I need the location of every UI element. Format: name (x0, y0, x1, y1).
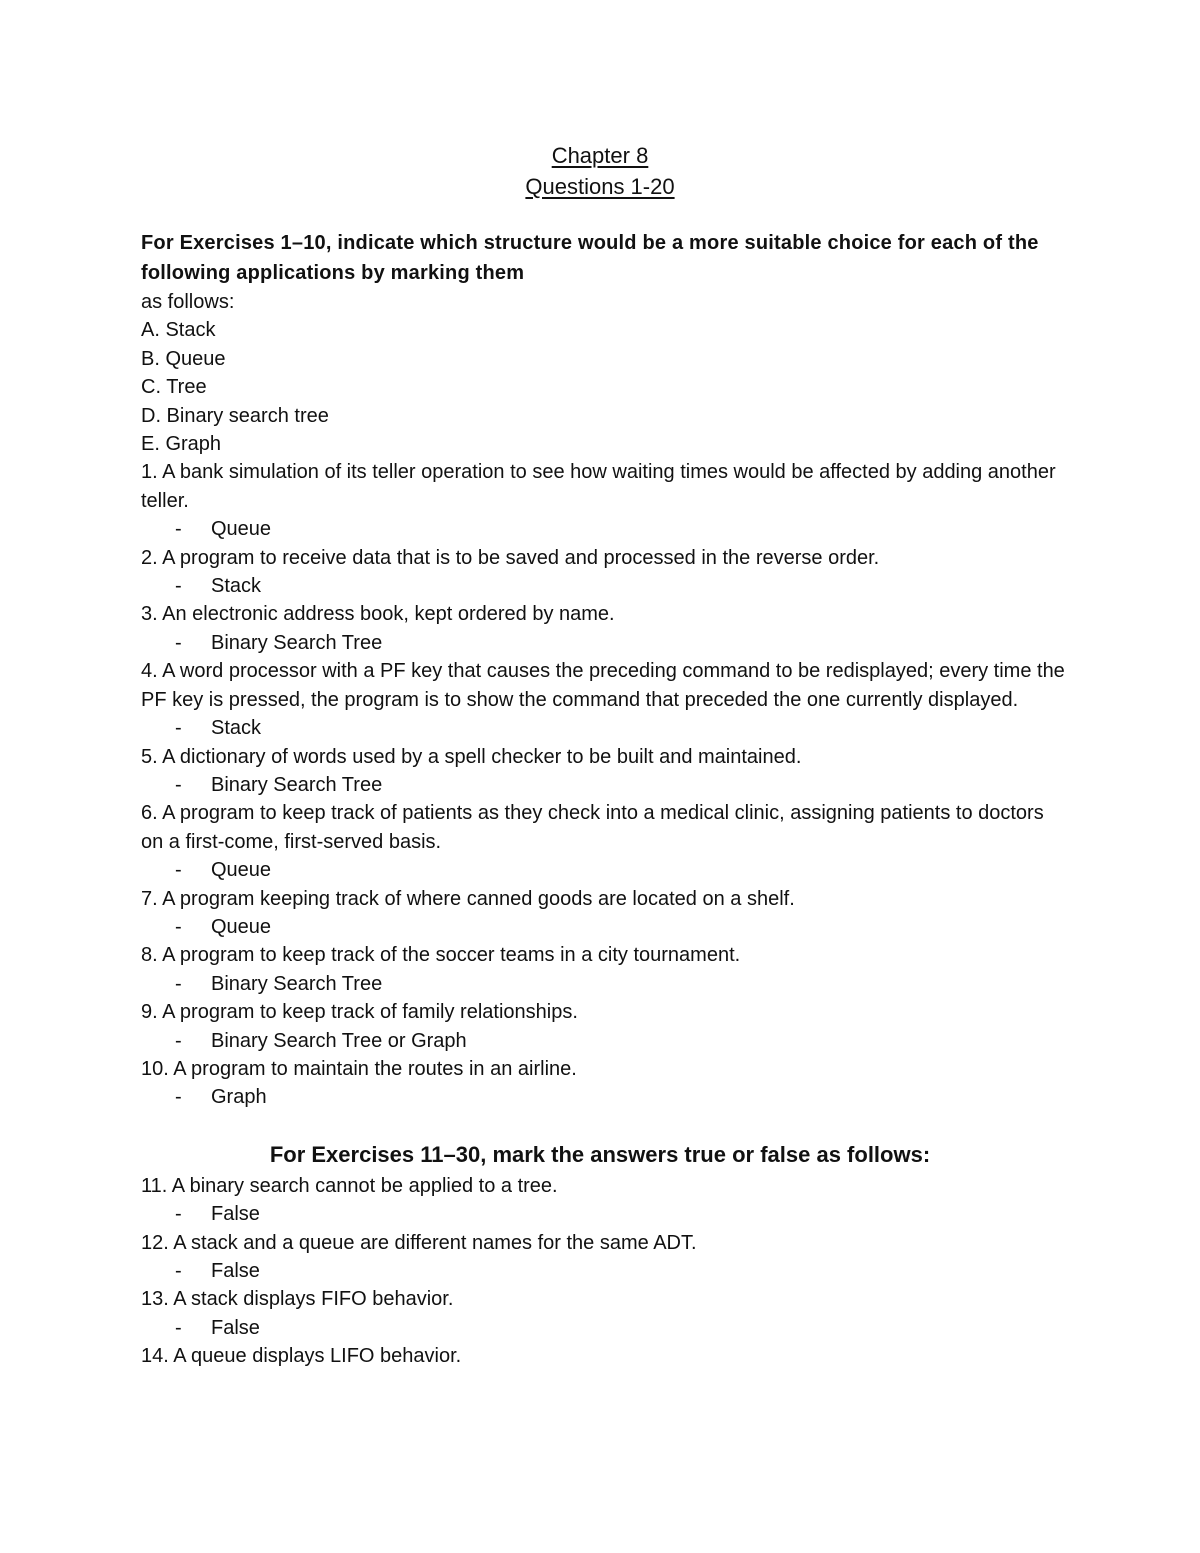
answer-dash: - (175, 1203, 182, 1226)
answer-text: Stack (211, 717, 262, 740)
answer-text: Graph (211, 1086, 267, 1109)
answer-text: Binary Search Tree (211, 773, 383, 796)
section1-intro: For Exercises 1–10, indicate which structure would be a more suitable choice for each of the following applications by marking them (141, 232, 1039, 284)
question-item: 5. A dictionary of words used by a spell checker to be built and maintained. (141, 745, 802, 768)
question-item: 9. A program to keep track of family relationships. (141, 1001, 578, 1024)
question-item: 4. A word processor with a PF key that causes the preceding command to be redisplayed; every time the PF key is pressed, the program is to show the command that preceded the one currently displayed. (141, 660, 1071, 711)
answer-text: Binary Search Tree or Graph (211, 1029, 467, 1052)
answer-item (141, 1200, 1071, 1228)
question-item: 3. An electronic address book, kept ordered by name. (141, 603, 615, 626)
title-block (0, 140, 1200, 202)
answer-item (141, 1257, 1071, 1285)
answer-item (141, 1083, 1071, 1111)
answer-item (141, 1027, 1071, 1055)
answer-dash: - (175, 915, 182, 938)
answer-item (141, 913, 1071, 941)
answer-text: Queue (211, 915, 272, 938)
question-item: 7. A program keeping track of where canned goods are located on a shelf. (141, 887, 795, 910)
question-item: 12. A stack and a queue are different names for the same ADT. (141, 1231, 697, 1254)
document-body (141, 228, 1071, 1371)
answer-dash: - (175, 717, 182, 740)
question-item: 8. A program to keep track of the soccer teams in a city tournament. (141, 944, 741, 967)
answer-dash: - (175, 631, 182, 654)
answer-text: Binary Search Tree (211, 972, 383, 995)
option-item: A. Stack (141, 319, 216, 342)
question-item: 14. A queue displays LIFO behavior. (141, 1345, 462, 1368)
answer-dash: - (175, 518, 182, 541)
answer-text: Binary Search Tree (211, 631, 383, 654)
answer-item (141, 970, 1071, 998)
answer-item (141, 714, 1071, 742)
question-item: 10. A program to maintain the routes in an airline. (141, 1057, 577, 1080)
question-item: 2. A program to receive data that is to be saved and processed in the reverse order. (141, 546, 880, 569)
answer-dash: - (175, 773, 182, 796)
answer-text: False (211, 1203, 260, 1226)
answer-item (141, 629, 1071, 657)
answer-text: Queue (211, 859, 272, 882)
answer-text: False (211, 1260, 260, 1282)
answer-dash: - (175, 1086, 182, 1109)
answer-dash: - (175, 1316, 182, 1339)
answer-text: Stack (211, 575, 262, 598)
question-item: 1. A bank simulation of its teller operation to see how waiting times would be affected by adding another teller. (141, 461, 1062, 512)
answer-dash: - (175, 972, 182, 995)
answer-item (141, 1314, 1071, 1342)
answer-item (141, 771, 1071, 799)
questions-title: Questions 1-20 (525, 174, 675, 199)
answer-dash: - (175, 1260, 182, 1282)
answer-item (141, 515, 1071, 543)
chapter-title: Chapter 8 (551, 143, 649, 168)
answer-item (141, 856, 1071, 884)
answer-item (141, 572, 1071, 600)
as-follows-text: as follows: (141, 291, 235, 313)
option-item: C. Tree (141, 376, 207, 399)
answer-text: Queue (211, 518, 272, 541)
option-item: B. Queue (141, 347, 226, 370)
answer-dash: - (175, 1029, 182, 1052)
answer-dash: - (175, 859, 182, 882)
answer-dash: - (175, 575, 182, 598)
option-item: E. Graph (141, 433, 222, 456)
section2-heading: For Exercises 11–30, mark the answers true or false as follows: (269, 1141, 931, 1167)
option-item: D. Binary search tree (141, 404, 329, 427)
question-item: 6. A program to keep track of patients as they check into a medical clinic, assigning patients to doctors on a first-come, first-served basis. (141, 802, 1050, 853)
question-item: 13. A stack displays FIFO behavior. (141, 1288, 454, 1311)
answer-text: False (211, 1316, 260, 1339)
question-item: 11. A binary search cannot be applied to a tree. (141, 1174, 558, 1197)
